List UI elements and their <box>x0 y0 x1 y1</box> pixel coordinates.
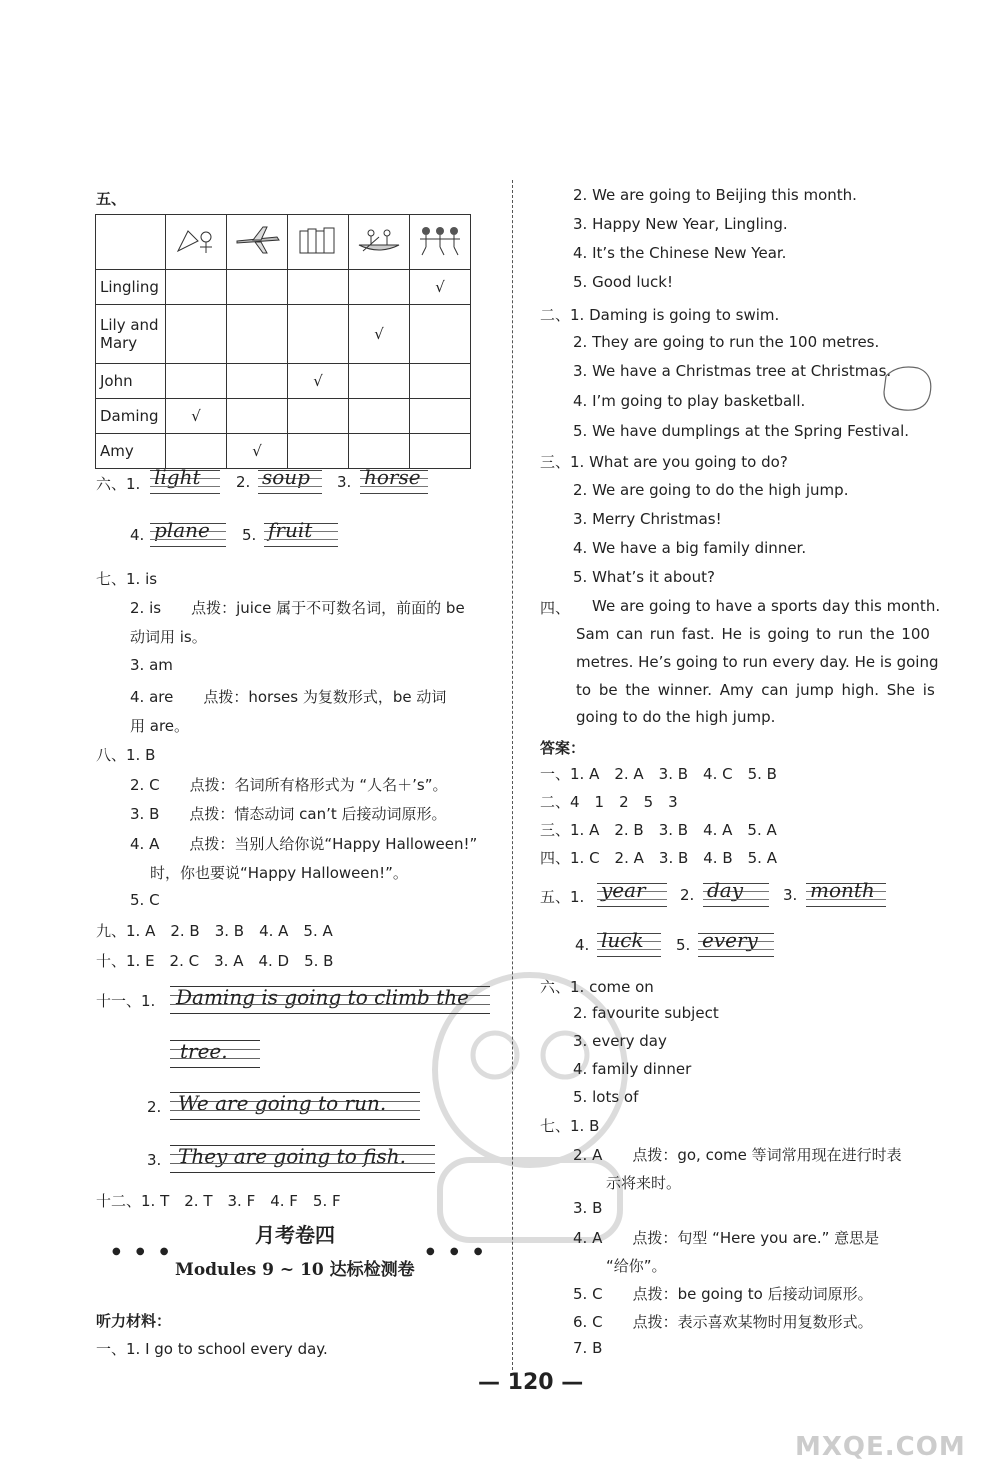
answer-box <box>150 518 226 547</box>
item-text: A 点拨：句型 “Here you are.” 意思是 <box>592 1229 880 1247</box>
handwritten-sentence: Daming is going to climb the <box>176 985 469 1009</box>
item-number: 2. <box>573 1146 588 1164</box>
item-number: 2. <box>573 333 588 351</box>
check-cell <box>227 305 288 364</box>
section-12-answers: 十二、1. T 2. T 3. F 4. F 5. F <box>96 1192 341 1210</box>
item-text: C 点拨：名词所有格形式为 “人名＋’s”。 <box>149 776 448 794</box>
answer-box <box>150 465 220 494</box>
item-number: 4. <box>573 539 588 557</box>
check-cell <box>288 305 349 364</box>
handwritten-answer: month <box>810 878 875 902</box>
answer-5-label: 五、1. <box>540 888 585 906</box>
decor-dots-right: ● ● ● <box>426 1246 489 1257</box>
item-text: We have dumplings at the Spring Festival. <box>592 422 910 440</box>
item-number: 4. <box>573 392 588 410</box>
answer-7-continued: “给你”。 <box>606 1257 667 1275</box>
mascot-watermark-icon <box>400 960 660 1260</box>
answer-box <box>264 518 338 547</box>
handwritten-answer: plane <box>154 518 210 542</box>
item-text: am <box>149 656 173 674</box>
check-cell <box>410 364 471 399</box>
check-cell <box>288 270 349 305</box>
item-text: is 点拨：juice 属于不可数名词，前面的 be <box>149 599 465 617</box>
item-text: We have a Christmas tree at Christmas. <box>592 362 892 380</box>
listening-line: 2. We are going to Beijing this month. <box>573 186 857 204</box>
item-text: B <box>145 746 156 764</box>
handwritten-answer: luck <box>601 928 644 952</box>
answer-7-continued: 示将来时。 <box>606 1174 682 1192</box>
stamp-doodle-icon <box>878 362 936 416</box>
children-playing-icon <box>416 223 464 257</box>
item-number: 2. <box>573 481 588 499</box>
item-number: 3. <box>573 362 588 380</box>
row-name: Daming <box>96 399 166 434</box>
item-number: 7. <box>573 1339 588 1357</box>
item-text: family dinner <box>592 1060 692 1078</box>
row-name: Lily and Mary <box>96 305 166 364</box>
section-3-item-4 <box>573 539 806 557</box>
item-number: 2. <box>573 1004 588 1022</box>
answer-box <box>597 878 667 907</box>
airplane-icon <box>233 223 281 257</box>
handwritten-answer: soup <box>262 465 310 489</box>
item-text: We have a big family dinner. <box>592 539 807 557</box>
item-text: B 点拨：情态动词 can’t 后接动词原形。 <box>149 805 447 823</box>
handwritten-sentence: They are going to fish. <box>178 1144 406 1168</box>
passage-line: We are going to have a sports day this month. <box>592 597 941 615</box>
item-number: 二、1. <box>540 306 585 324</box>
item-number: 3. <box>337 473 352 491</box>
item-text: every day <box>592 1032 667 1050</box>
item-text: C 点拨：表示喜欢某物时用复数形式。 <box>592 1313 873 1331</box>
item-number: 5. <box>130 891 145 909</box>
check-cell <box>288 399 349 434</box>
answer-box <box>703 878 769 907</box>
page-number: — 120 — <box>478 1370 584 1395</box>
handwritten-answer: day <box>707 878 744 902</box>
check-cell <box>288 434 349 469</box>
row-name: Amy <box>96 434 166 469</box>
item-text: They are going to run the 100 metres. <box>592 333 880 351</box>
section-8-item-2 <box>130 774 447 795</box>
check-cell <box>349 399 410 434</box>
check-cell <box>227 270 288 305</box>
handwritten-sentence: We are going to run. <box>178 1091 387 1115</box>
item-number: 3. <box>130 656 145 674</box>
listening-line: 5. Good luck! <box>573 273 673 291</box>
answer-7-item-7 <box>573 1339 602 1357</box>
table-corner <box>96 215 166 270</box>
listening-label: 听力材料： <box>96 1312 172 1330</box>
section-7-continued: 动词用 is。 <box>130 628 207 646</box>
item-text: B <box>592 1199 603 1217</box>
kite-flying-icon <box>172 223 220 257</box>
check-cell <box>410 434 471 469</box>
listening-line: 3. Happy New Year, Lingling. <box>573 215 788 233</box>
section-2-item-2 <box>573 333 879 351</box>
handwritten-sentence: tree. <box>180 1039 228 1063</box>
passage-line: metres. He’s going to run every day. He is going <box>576 653 939 671</box>
item-number: 2. <box>130 776 145 794</box>
item-text: are 点拨：horses 为复数形式，be 动词 <box>149 688 447 706</box>
item-text: Daming is going to swim. <box>589 306 780 324</box>
check-cell <box>349 270 410 305</box>
check-cell <box>227 399 288 434</box>
section-7-continued: 用 are。 <box>130 717 190 735</box>
site-watermark: MXQE.COM <box>795 1432 966 1462</box>
item-number: 七、1. <box>96 570 141 588</box>
row-name: John <box>96 364 166 399</box>
check-cell <box>227 364 288 399</box>
item-number: 5. <box>242 526 257 544</box>
item-number: 5. <box>676 936 691 954</box>
answer-7-item-5 <box>573 1283 873 1304</box>
answer-box <box>360 465 428 494</box>
item-number: 2. <box>147 1098 162 1116</box>
section-8-item-5 <box>130 891 160 909</box>
item-text: C 点拨：be going to 后接动词原形。 <box>592 1285 873 1303</box>
item-text: B <box>589 1117 600 1135</box>
check-cell: √ <box>227 434 288 469</box>
section-11-label: 十一、1. <box>96 992 156 1010</box>
item-text: A 点拨：go, come 等词常用现在进行时表 <box>592 1146 902 1164</box>
handwritten-answer: every <box>702 928 758 952</box>
item-number: 2. <box>130 599 145 617</box>
check-cell: √ <box>349 305 410 364</box>
section-5-label: 五、 <box>96 190 127 208</box>
item-number: 3. <box>573 1032 588 1050</box>
books-icon <box>294 223 342 257</box>
writing-line <box>170 1145 435 1173</box>
item-text: is <box>145 570 158 588</box>
answer-box <box>258 465 322 494</box>
item-text: What are you going to do? <box>589 453 788 471</box>
item-number: 七、1. <box>540 1117 585 1135</box>
handwritten-answer: light <box>154 465 201 489</box>
section-7-item-2 <box>130 597 465 618</box>
item-number: 3. <box>573 1199 588 1217</box>
section-2-item-5 <box>573 422 909 440</box>
decor-dots-left: ● ● ● <box>112 1246 175 1257</box>
item-number: 4. <box>575 936 590 954</box>
item-number: 三、1. <box>540 453 585 471</box>
section-3-item-3 <box>573 510 722 528</box>
item-number: 5. <box>573 1088 588 1106</box>
item-text: A 点拨：当别人给你说“Happy Halloween!” <box>149 835 478 853</box>
section-2-item-1 <box>540 304 779 325</box>
exam-title: 月考卷四 <box>255 1223 335 1247</box>
passage-line: going to do the high jump. <box>576 708 776 726</box>
item-number: 3. <box>130 805 145 823</box>
item-number: 4. <box>130 688 145 706</box>
section-8-item-3 <box>130 803 447 824</box>
item-number: 4. <box>130 526 145 544</box>
item-number: 2. <box>680 886 695 904</box>
item-number: 六、1. <box>540 978 585 996</box>
section-10-answers: 十、1. E 2. C 3. A 4. D 5. B <box>96 952 334 970</box>
item-number: 八、1. <box>96 746 141 764</box>
section-3-item-1 <box>540 451 788 472</box>
section-7-item-4 <box>130 686 446 707</box>
activity-table <box>95 214 471 469</box>
item-text: lots of <box>592 1088 639 1106</box>
item-text: come on <box>589 978 654 996</box>
item-number: 4. <box>573 1229 588 1247</box>
check-cell <box>410 305 471 364</box>
check-cell <box>166 305 227 364</box>
check-cell <box>349 434 410 469</box>
section-7-item-1 <box>96 568 157 589</box>
answer-box <box>698 928 774 957</box>
section-8-continued: 时，你也要说“Happy Halloween!”。 <box>150 864 408 882</box>
item-number: 5. <box>573 568 588 586</box>
answer-row-3: 三、1. A 2. B 3. B 4. A 5. A <box>540 821 777 839</box>
row-name: Lingling <box>96 270 166 305</box>
section-4-label: 四、 <box>540 599 571 617</box>
handwritten-answer: horse <box>364 465 421 489</box>
answer-row-4: 四、1. C 2. A 3. B 4. B 5. A <box>540 849 777 867</box>
item-number: 4. <box>130 835 145 853</box>
item-text: What’s it about? <box>592 568 715 586</box>
answer-row-2: 二、4 1 2 5 3 <box>540 793 678 811</box>
section-2-item-3 <box>573 362 891 380</box>
item-text: favourite subject <box>592 1004 719 1022</box>
item-number: 3. <box>783 886 798 904</box>
section-8-item-1 <box>96 744 155 765</box>
item-text: We are going to do the high jump. <box>592 481 849 499</box>
item-text: C <box>149 891 160 909</box>
item-number: 6. <box>573 1313 588 1331</box>
item-text: B <box>592 1339 603 1357</box>
section-6-label: 六、1. <box>96 475 141 493</box>
item-number: 5. <box>573 1285 588 1303</box>
listening-line: 4. It’s the Chinese New Year. <box>573 244 787 262</box>
item-text: I’m going to play basketball. <box>592 392 806 410</box>
exam-subtitle: Modules 9 ~ 10 达标检测卷 <box>175 1260 415 1280</box>
check-cell: √ <box>288 364 349 399</box>
item-number: 3. <box>573 510 588 528</box>
item-number: 5. <box>573 422 588 440</box>
section-7-item-3 <box>130 656 173 674</box>
passage-line: Sam can run fast. He is going to run the 100 <box>576 625 930 643</box>
answers-label: 答案： <box>540 739 586 757</box>
answer-7-item-6 <box>573 1311 873 1332</box>
passage-line: to be the winner. Amy can jump high. She is <box>576 681 935 699</box>
item-number: 3. <box>147 1151 162 1169</box>
check-cell <box>166 434 227 469</box>
check-cell <box>166 364 227 399</box>
section-9-answers: 九、1. A 2. B 3. B 4. A 5. A <box>96 922 333 940</box>
section-3-item-2 <box>573 481 848 499</box>
item-number: 2. <box>236 473 251 491</box>
rowing-boat-icon <box>355 223 403 257</box>
answer-row-1: 一、1. A 2. A 3. B 4. C 5. B <box>540 765 777 783</box>
section-8-item-4 <box>130 833 477 854</box>
handwritten-answer: fruit <box>268 518 313 542</box>
listening-item-1: 一、1. I go to school every day. <box>96 1340 328 1358</box>
check-cell: √ <box>166 399 227 434</box>
item-number: 4. <box>573 1060 588 1078</box>
section-2-item-4 <box>573 392 805 410</box>
check-cell <box>166 270 227 305</box>
check-cell <box>410 399 471 434</box>
writing-line <box>170 1040 260 1068</box>
writing-line <box>170 1092 420 1120</box>
item-text: Merry Christmas! <box>592 510 722 528</box>
handwritten-answer: year <box>601 878 646 902</box>
check-cell <box>349 364 410 399</box>
answer-box <box>806 878 886 907</box>
answer-box <box>597 928 661 957</box>
section-3-item-5 <box>573 568 715 586</box>
check-cell: √ <box>410 270 471 305</box>
